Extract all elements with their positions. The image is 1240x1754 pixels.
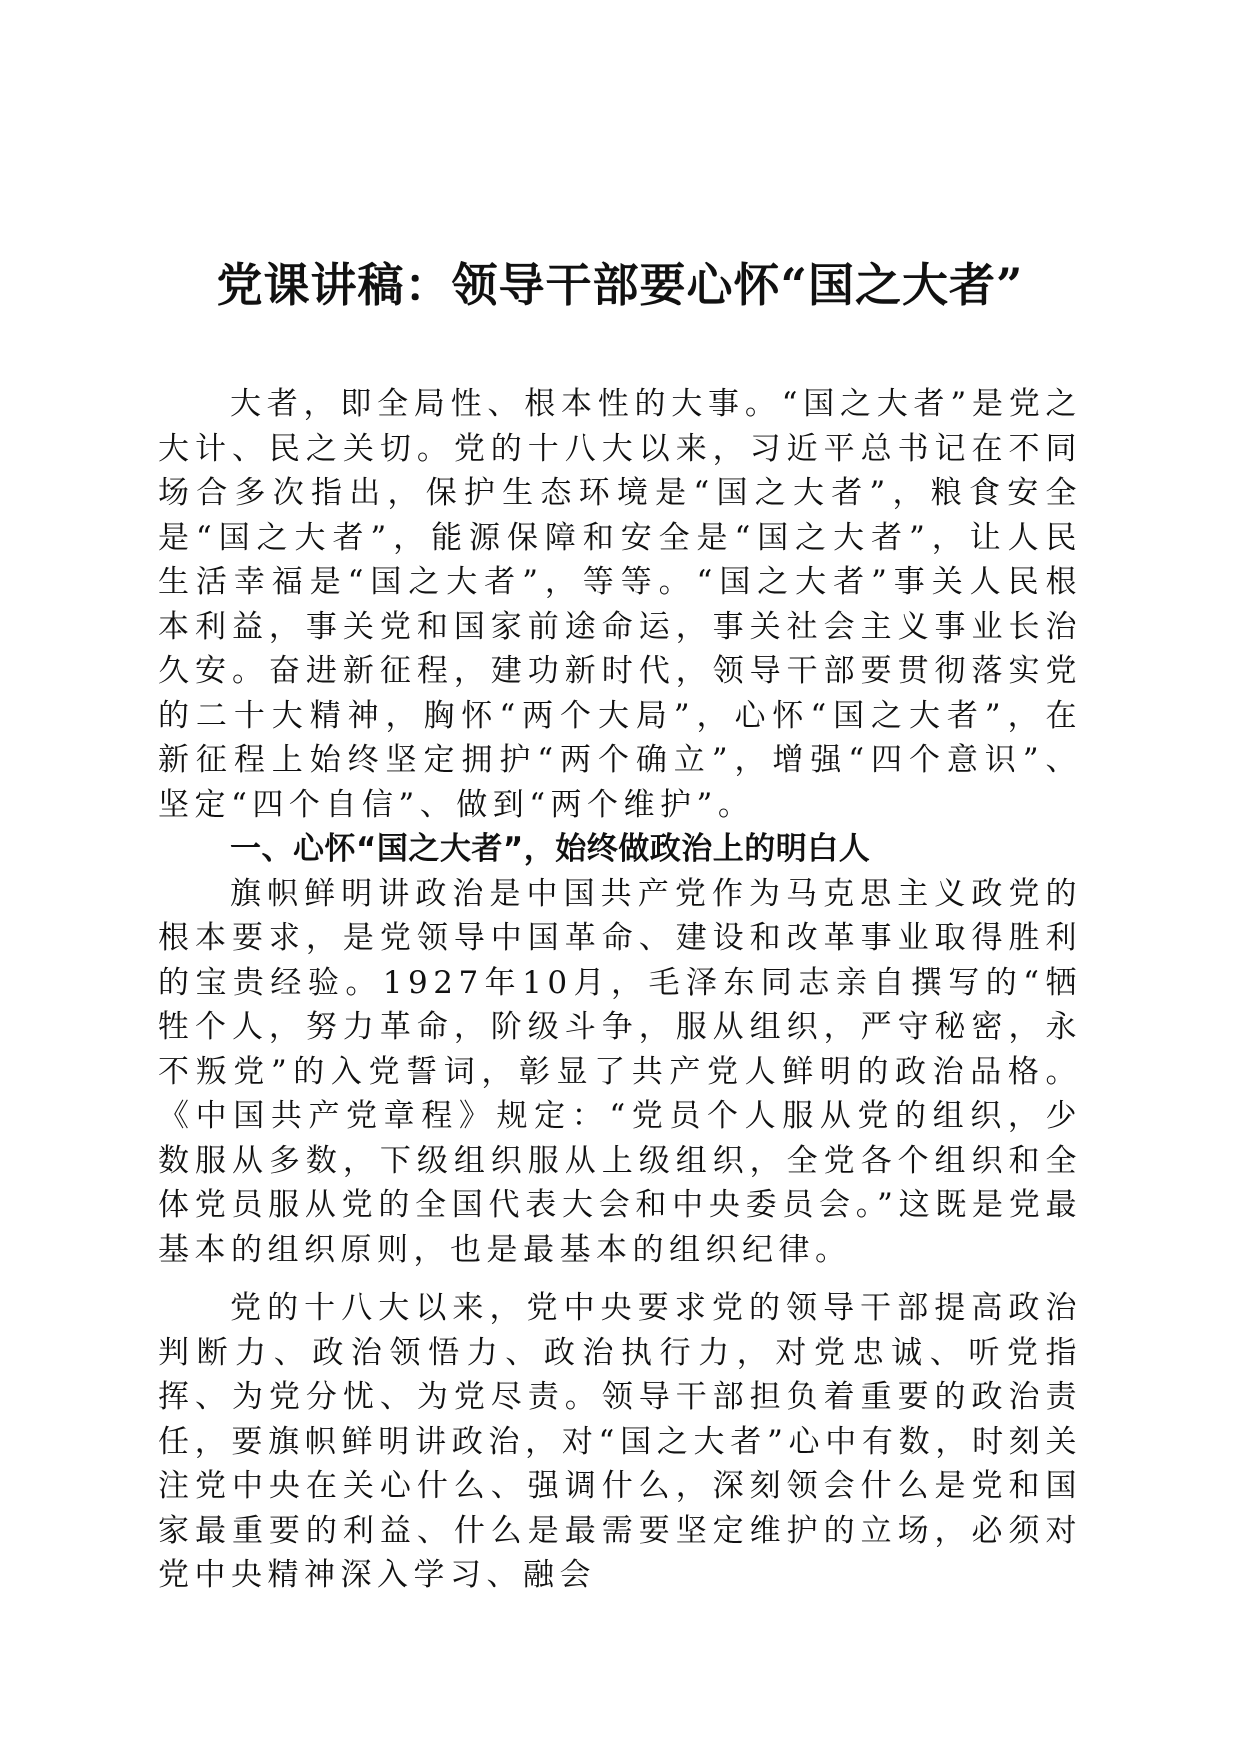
section-paragraph: 党的十八大以来，党中央要求党的领导干部提高政治判断力、政治领悟力、政治执行力，对党忠诚、听党指挥、为党分忧、为党尽责。领导干部担负着重要的政治责任，要旗帜鲜明讲政治，对“国之大者”心中有数，时刻关注党中央在关心什么、强调什么，深刻领会什么是党和国家最重要的利益、什么是最需要坚定维护的立场，必须对党中央精神深入学习、融会 (158, 1290, 1082, 1593)
intro-paragraph: 大者，即全局性、根本性的大事。“国之大者”是党之大计、民之关切。党的十八大以来，习近平总书记在不同场合多次指出，保护生态环境是“国之大者”，粮食安全是“国之大者”，能源保障和安全是“国之大者”，让人民生活幸福是“国之大者”，等等。“国之大者”事关人民根本利益，事关党和国家前途命运，事关社会主义事业长治久安。奋进新征程，建功新时代，领导干部要贯彻落实党的二十大精神，胸怀“两个大局”，心怀“国之大者”，在新征程上始终坚定拥护“两个确立”，增强“四个意识”、坚定“四个自信”、做到“两个维护”。 (158, 386, 1082, 823)
document-body (158, 382, 1082, 1598)
section-heading: 一、心怀“国之大者”，始终做政治上的明白人 (230, 831, 871, 867)
section-paragraph: 旗帜鲜明讲政治是中国共产党作为马克思主义政党的根本要求，是党领导中国革命、建设和改革事业取得胜利的宝贵经验。1927年10月，毛泽东同志亲自撰写的“牺牲个人，努力革命，阶级斗争，服从组织，严守秘密，永不叛党”的入党誓词，彰显了共产党人鲜明的政治品格。《中国共产党章程》规定：“党员个人服从党的组织，少数服从多数，下级组织服从上级组织，全党各个组织和全体党员服从党的全国代表大会和中央委员会。”这既是党最基本的组织原则，也是最基本的组织纪律。 (158, 875, 1082, 1268)
document-title: 党课讲稿：领导干部要心怀“国之大者” (216, 258, 1024, 312)
